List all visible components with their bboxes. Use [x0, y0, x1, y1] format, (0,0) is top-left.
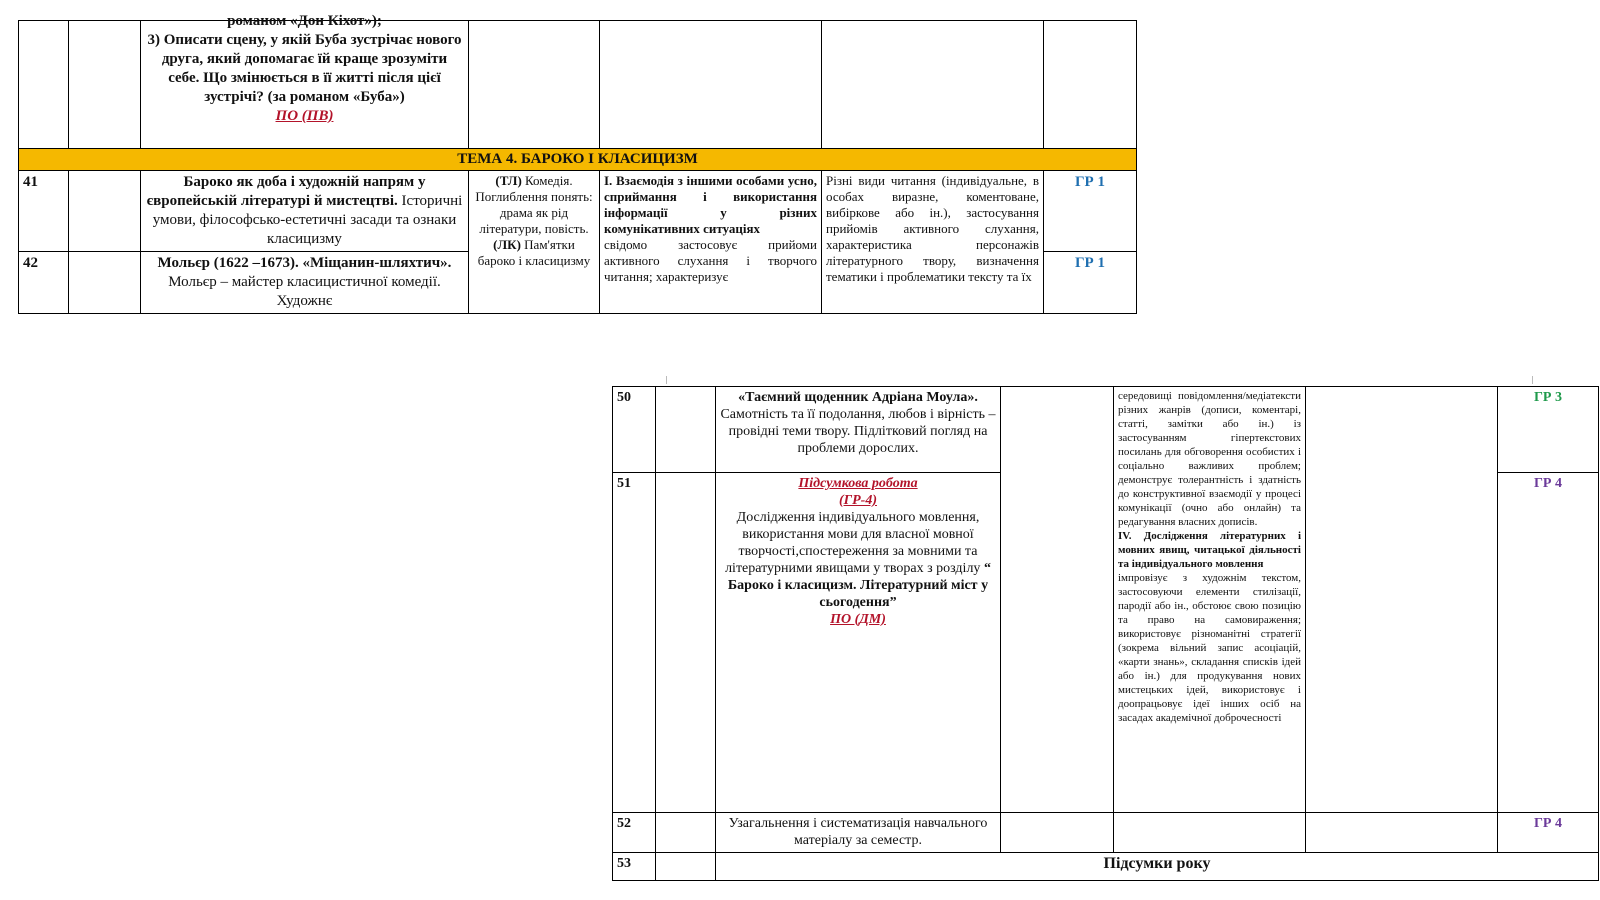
cell-results — [1114, 387, 1306, 813]
cell-group — [1044, 21, 1137, 149]
result-text: свідомо застосовує прийоми активного слухання і творчого читання; характеризує — [604, 237, 817, 284]
carry-line0: романом «Дон Кіхот»); — [227, 13, 382, 29]
cell-results — [600, 21, 822, 149]
lesson-number: 41 — [19, 171, 69, 252]
po-label: ПО (ДМ) — [830, 612, 886, 627]
cell-date — [69, 21, 141, 149]
table-row — [19, 171, 1137, 252]
cell-theory — [469, 21, 600, 149]
cell-date — [656, 813, 716, 853]
topic-title: «Таємний щоденник Адріана Моула». — [738, 390, 978, 405]
lk-text: Пам'ятки бароко і класицизму — [477, 237, 591, 268]
lesson-number: 53 — [613, 853, 656, 881]
theme-row — [19, 149, 1137, 171]
group-badge: ГР 1 — [1044, 171, 1137, 252]
cell-date — [656, 473, 716, 813]
table-row — [613, 813, 1599, 853]
tl-text: Комедія. Поглиблення понять: драма як рід літератури, повість. — [475, 173, 593, 236]
activity-text: Різні види читання (індивідуальне, в особах виразне, коментоване, вибіркове або ін.), застосування прийомів активного слухання, характеристика персонажів літературного твору, визначення тематики і проблематики тексту та їх — [826, 173, 1039, 284]
section-title: “ Бароко і класицизм. Літературний міст у сьогодення” — [727, 561, 991, 610]
cell-date — [69, 171, 141, 252]
tl-label: (ТЛ) — [495, 173, 522, 188]
table-row — [19, 21, 1137, 149]
result-text-2: імпровізує з художнім текстом, застосовуючи елементи стилізації, пародії або ін., обстоює свою позицію та право на самовираження; використовує різноманітні стратегії (зокрема вільний запис асоціацій, «карти знань», складання списків ідей або ін.) для продукування нових мистецьких ідей, використовує і доопрацьовує ідеї інших осіб на засадах академічної доброчесності — [1118, 572, 1301, 724]
cell-topic — [141, 171, 469, 252]
po-label: ПО (ПВ) — [275, 108, 334, 124]
topic-text: Самотність та її подолання, любов і вірність – провідні теми твору. Підлітковий погляд на проблеми дорослих. — [720, 407, 996, 456]
ruler-tick — [1532, 376, 1533, 384]
table-fragment-bottom — [612, 376, 1600, 900]
cell-theory — [469, 171, 600, 314]
table-row — [613, 387, 1599, 473]
lesson-number: 50 — [613, 387, 656, 473]
curriculum-table-bottom — [612, 386, 1599, 881]
topic-title: Мольєр (1622 –1673). «Міщанин-шляхтич». — [157, 255, 452, 271]
cell-activity — [822, 21, 1044, 149]
cell-results — [1114, 813, 1306, 853]
topic-text: Історичні умови, філософсько-естетичні засади та ознаки класицизму — [152, 193, 463, 247]
cell-topic — [716, 387, 1001, 473]
curriculum-table-top — [18, 13, 1137, 314]
year-summary: Підсумки року — [716, 853, 1599, 881]
topic-text: Дослідження індивідуального мовлення, використання мови для власної мовної творчості,спостереження за мовними та літературними явищами у творах з розділу — [725, 510, 981, 576]
group-badge: ГР 4 — [1498, 813, 1599, 853]
control-work-label: Підсумкова робота — [798, 476, 918, 491]
cell-date — [656, 853, 716, 881]
result-heading: І. Взаємодія з іншими особами усно, сприймання і використання інформації у різних комунікативних ситуаціях — [604, 173, 817, 236]
topic-text: Мольєр – майстер класицистичної комедії. Художнє — [168, 274, 441, 309]
cell-topic — [141, 13, 469, 149]
group-badge: ГР 1 — [1044, 252, 1137, 314]
result-heading: IV. Дослідження літературних і мовних явищ, читацької діяльності та індивідуального мовлення — [1118, 530, 1301, 570]
topic-text: Узагальнення і систематизація навчального матеріалу за семестр. — [728, 816, 988, 848]
ruler-tick — [666, 376, 667, 384]
lesson-number: 42 — [19, 252, 69, 314]
cell-activity — [1306, 387, 1498, 813]
table-row — [613, 853, 1599, 881]
cell-activity — [1306, 813, 1498, 853]
cell-num — [19, 21, 69, 149]
cell-theory — [1001, 813, 1114, 853]
cell-topic — [716, 473, 1001, 813]
group-badge: ГР 4 — [1498, 473, 1599, 813]
cell-topic — [141, 252, 469, 314]
carry-task3: 3) Описати сцену, у якій Буба зустрічає нового друга, який допомагає їй краще зрозуміти себе. Що змінюється в її житті після цієї зустрічі? (за романом «Буба») — [147, 32, 462, 105]
table-fragment-top — [18, 13, 1136, 309]
cell-date — [656, 387, 716, 473]
cell-results — [600, 171, 822, 314]
topic-title: Бароко як доба і художній напрям у європейській літературі й мистецтві. — [146, 174, 426, 209]
result-text: середовищі повідомлення/медіатексти різних жанрів (дописи, коментарі, статті, замітки або ін.) із застосуванням гіпертекстових посилань для обговорення особистих і соціально важливих проблем; демонструє толерантність і здатність до конструктивної взаємодії у процесі комунікації (очно або онлайн) та редагування власних дописів. — [1118, 390, 1301, 528]
control-work-group: (ГР-4) — [839, 493, 877, 508]
theme-title: ТЕМА 4. БАРОКО І КЛАСИЦИЗМ — [19, 149, 1137, 171]
group-badge: ГР 3 — [1498, 387, 1599, 473]
cell-theory — [1001, 387, 1114, 813]
lk-label: (ЛК) — [493, 237, 521, 252]
cell-activity — [822, 171, 1044, 314]
cell-topic — [716, 813, 1001, 853]
cell-date — [69, 252, 141, 314]
lesson-number: 51 — [613, 473, 656, 813]
lesson-number: 52 — [613, 813, 656, 853]
